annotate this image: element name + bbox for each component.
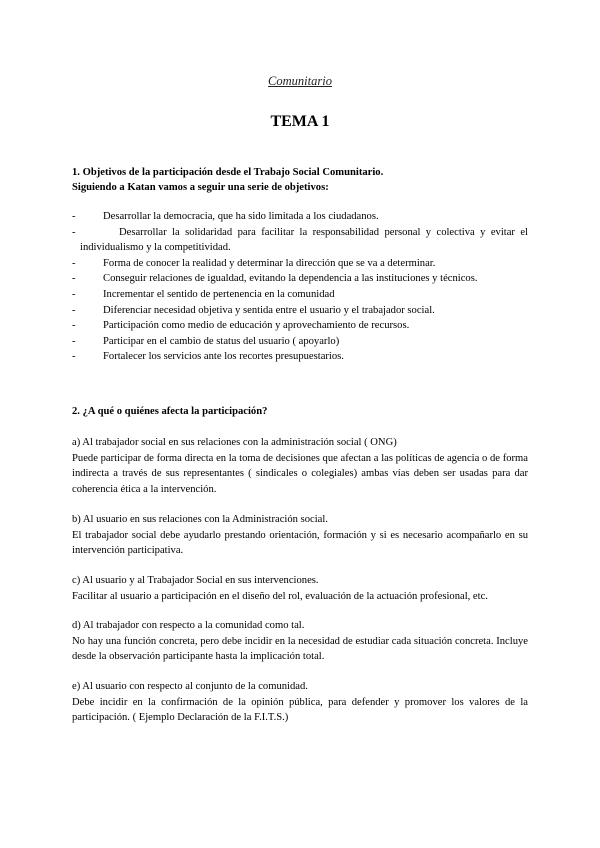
section1-subheading: Siguiendo a Katan vamos a seguir una serie de objetivos: [72,182,329,193]
block-title: c) Al usuario y al Trabajador Social en sus intervenciones. [72,575,319,586]
list-item: - Fortalecer los servicios ante los recortes presupuestarios. [72,351,344,363]
block-body: El trabajador social debe ayudarlo prestando orientación, formación y si es necesario acompañarlo en su intervención participativa. [72,529,528,557]
block-b [72,512,528,559]
page-header: Comunitario [268,74,332,88]
block-body: Puede participar de forma directa en la toma de decisiones que afectan a las políticas de agencia o de forma indirecta a través de sus representantes ( sindicales o colegiales) ambas vías deben ser usadas para dar coherencia ética a la intervención. [72,452,528,495]
block-body: Facilitar al usuario a participación en el diseño del rol, evaluación de la actuación profesional, etc. [72,590,488,602]
list-item: - Desarrollar la democracia, que ha sido limitada a los ciudadanos. [72,211,379,222]
block-title: e) Al usuario con respecto al conjunto de la comunidad. [72,681,308,692]
list-item: - Participar en el cambio de status del usuario ( apoyarlo) [72,335,340,347]
section2-heading: 2. ¿A qué o quiénes afecta la participación? [72,406,268,417]
section1-heading: 1. Objetivos de la participación desde el Trabajo Social Comunitario. [72,167,384,178]
list-item: - Conseguir relaciones de igualdad, evitando la dependencia a las instituciones y técnicos. [72,273,478,285]
list-item: - Desarrollar la solidaridad para facilitar la responsabilidad personal y colectiva y evitar el individualismo y la competitividad. [72,226,528,254]
block-title: d) Al trabajador con respecto a la comunidad como tal. [72,620,305,631]
list-item: - Participación como medio de educación y aprovechamiento de recursos. [72,320,410,332]
page-title: TEMA 1 [270,113,330,130]
block-a [72,435,528,497]
objectives-list [72,209,528,365]
block-title: b) Al usuario en sus relaciones con la Administración social. [72,514,328,525]
list-item: - Diferenciar necesidad objetiva y sentida entre el usuario y el trabajador social. [72,304,435,316]
block-e [72,679,528,726]
block-body: Debe incidir en la confirmación de la opinión pública, para defender y promover los valores de la participación. ( Ejemplo Declaración de la F.I.T.S.) [72,696,528,724]
list-item: - Forma de conocer la realidad y determinar la dirección que se va a determinar. [72,257,436,269]
list-item: - Incrementar el sentido de pertenencia en la comunidad [72,288,335,300]
block-title: a) Al trabajador social en sus relaciones con la administración social ( ONG) [72,437,397,448]
block-c [72,573,528,604]
block-d [72,618,528,665]
block-body: No hay una función concreta, pero debe incidir en la necesidad de estudiar cada situación concreta. Incluye desde la observación participante hasta la implicación total. [72,635,528,663]
